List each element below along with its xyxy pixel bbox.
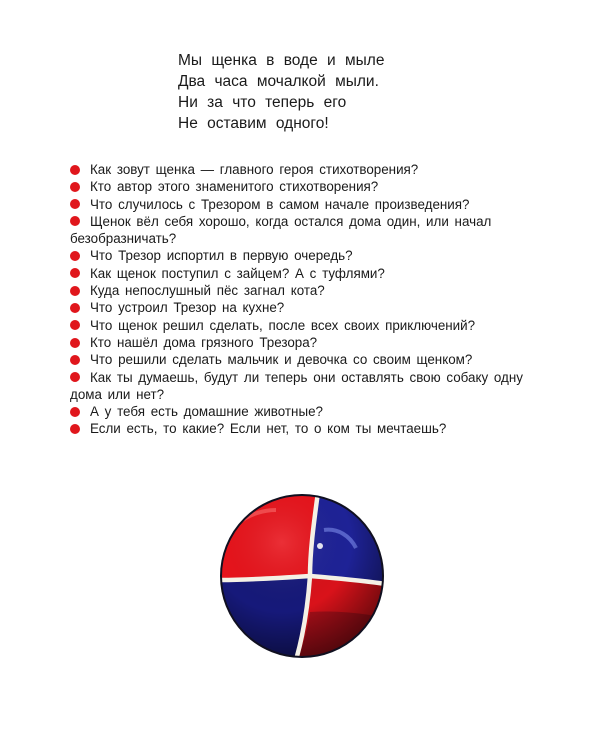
question-item bbox=[70, 265, 540, 282]
question-item bbox=[70, 369, 540, 404]
bullet-icon bbox=[70, 268, 80, 278]
question-text: Что решили сделать мальчик и девочка со своим щенком? bbox=[90, 352, 473, 368]
question-item bbox=[70, 420, 540, 437]
bullet-icon bbox=[70, 407, 80, 417]
question-item bbox=[70, 403, 540, 420]
bullet-icon bbox=[70, 286, 80, 296]
question-item bbox=[70, 178, 540, 195]
question-text: Кто нашёл дома грязного Трезора? bbox=[90, 334, 318, 350]
question-text: Если есть, то какие? Если нет, то о ком ты мечтаешь? bbox=[90, 421, 447, 437]
bullet-icon bbox=[70, 165, 80, 175]
bullet-icon bbox=[70, 182, 80, 192]
question-item bbox=[70, 334, 540, 351]
bullet-icon bbox=[70, 355, 80, 365]
poem-line: Ни за что теперь его bbox=[178, 94, 347, 111]
poem-line: Не оставим одного! bbox=[178, 115, 329, 132]
question-text: Что Трезор испортил в первую очередь? bbox=[90, 248, 353, 264]
bullet-icon bbox=[70, 303, 80, 313]
question-text: Кто автор этого знаменитого стихотворения? bbox=[90, 179, 379, 195]
question-item bbox=[70, 317, 540, 334]
question-text: А у тебя есть домашние животные? bbox=[90, 404, 323, 420]
bullet-icon bbox=[70, 338, 80, 348]
question-text: Щенок вёл себя хорошо, когда остался дома один, или начал безобразничать? bbox=[70, 213, 492, 247]
ball-icon bbox=[218, 492, 386, 660]
question-item bbox=[70, 196, 540, 213]
question-item bbox=[70, 282, 540, 299]
bullet-icon bbox=[70, 320, 80, 330]
question-text: Куда непослушный пёс загнал кота? bbox=[90, 283, 325, 299]
question-text: Что случилось с Трезором в самом начале произведения? bbox=[90, 196, 470, 212]
question-text: Что устроил Трезор на кухне? bbox=[90, 300, 285, 316]
question-list bbox=[70, 161, 540, 438]
poem-line: Мы щенка в воде и мыле bbox=[178, 52, 385, 69]
poem bbox=[178, 50, 384, 134]
bullet-icon bbox=[70, 424, 80, 434]
bullet-icon bbox=[70, 251, 80, 261]
question-item bbox=[70, 299, 540, 316]
poem-line: Два часа мочалкой мыли. bbox=[178, 73, 379, 90]
question-text: Как ты думаешь, будут ли теперь они оставлять свою собаку одну дома или нет? bbox=[70, 369, 523, 402]
question-text: Как щенок поступил с зайцем? А с туфлями? bbox=[90, 265, 385, 281]
bullet-icon bbox=[70, 372, 80, 382]
bullet-icon bbox=[70, 216, 80, 226]
question-item bbox=[70, 161, 540, 178]
question-item bbox=[70, 247, 540, 264]
bullet-icon bbox=[70, 199, 80, 209]
question-item bbox=[70, 351, 540, 368]
question-text: Как зовут щенка — главного героя стихотворения? bbox=[90, 162, 419, 177]
question-item bbox=[70, 213, 540, 248]
question-text: Что щенок решил сделать, после всех своих приключений? bbox=[90, 317, 476, 333]
